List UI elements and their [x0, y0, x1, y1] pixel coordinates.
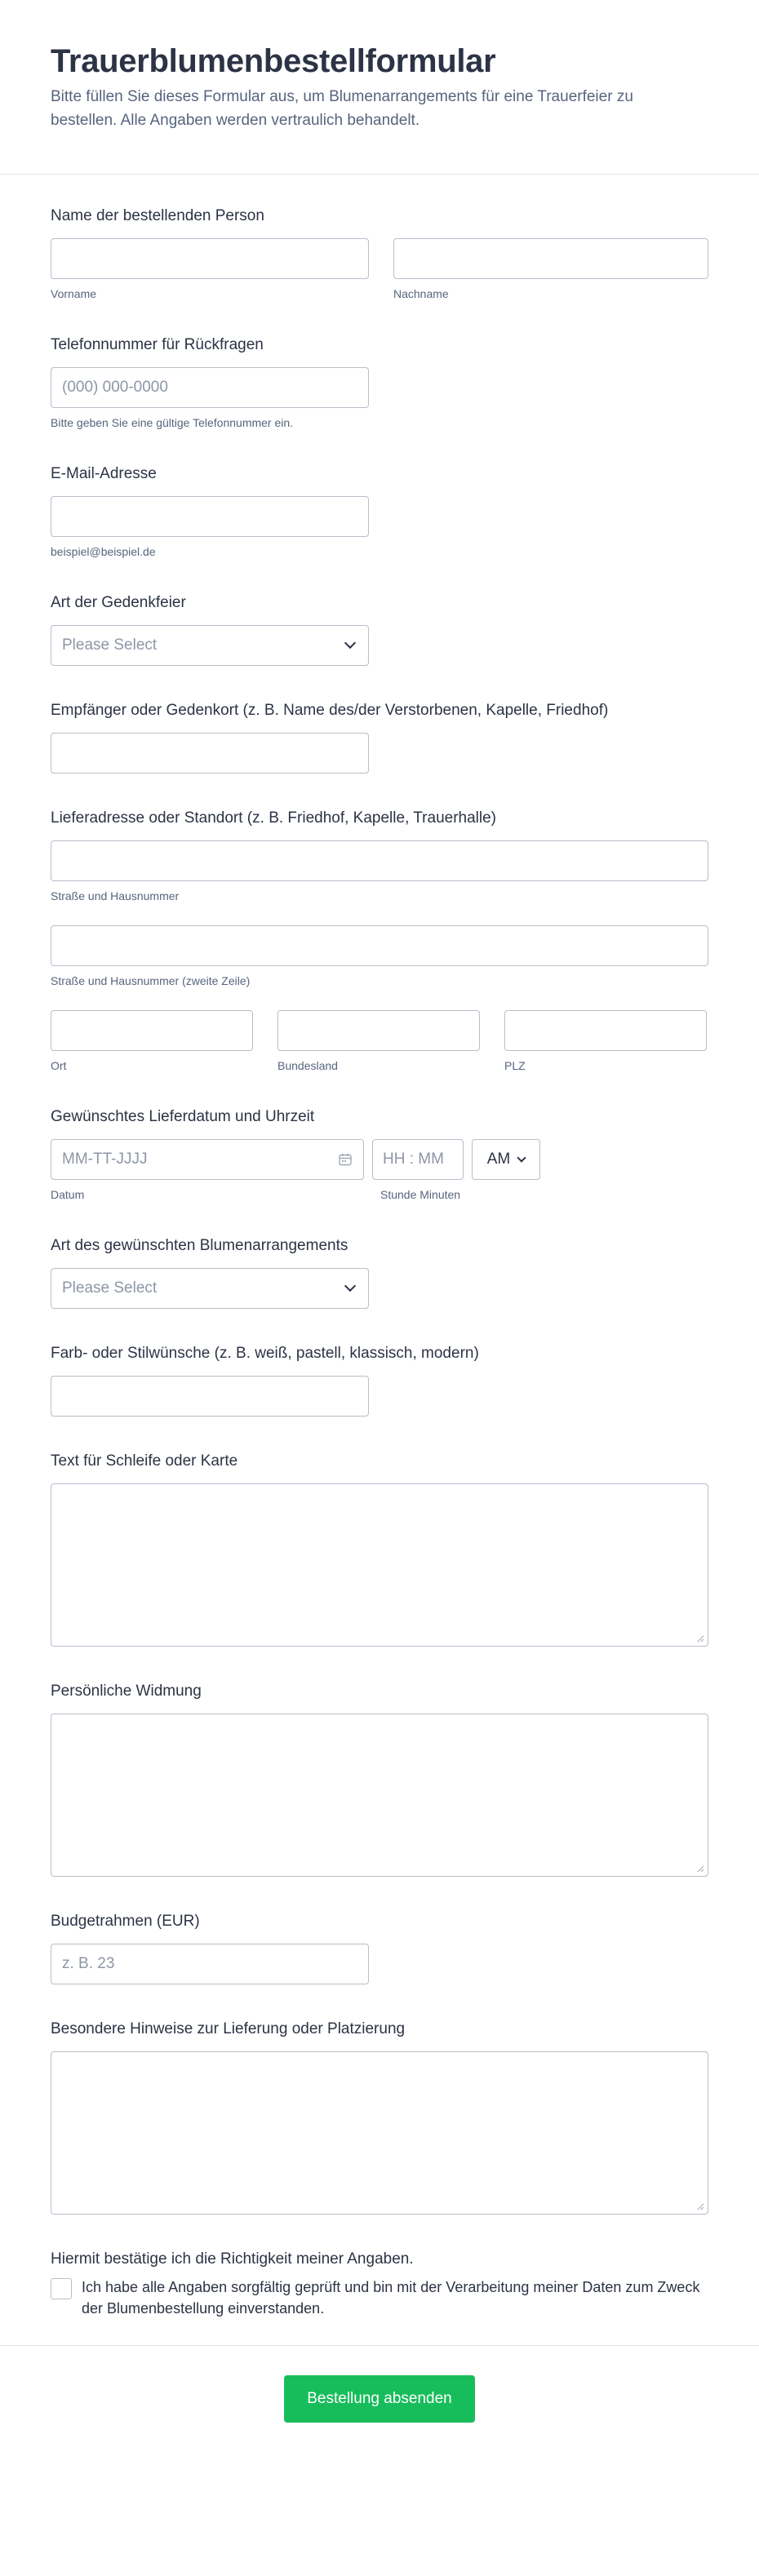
address-field	[51, 809, 708, 1072]
colors-field	[51, 1345, 708, 1417]
colors-label: Farb- oder Stilwünsche (z. B. weiß, pastell, klassisch, modern)	[51, 1344, 479, 1362]
zip-input[interactable]	[504, 1010, 707, 1051]
first-name-input[interactable]	[51, 238, 369, 279]
zip-sublabel: PLZ	[504, 1058, 526, 1072]
ceremony-label: Art der Gedenkfeier	[51, 593, 186, 611]
ribbon-field	[51, 1452, 708, 1647]
first-name-sublabel: Vorname	[51, 286, 97, 300]
address-line1-sublabel: Straße und Hausnummer	[51, 889, 180, 902]
resize-handle-icon[interactable]	[696, 1864, 704, 1873]
state-input[interactable]	[277, 1010, 480, 1051]
resize-handle-icon[interactable]	[696, 2202, 704, 2210]
notes-field	[51, 2020, 708, 2215]
arrangement-label: Art des gewünschten Blumenarrangements	[51, 1236, 348, 1254]
address-line1-input[interactable]	[51, 840, 708, 881]
city-input[interactable]	[51, 1010, 253, 1051]
submit-button[interactable]: Bestellung absenden	[284, 2375, 474, 2423]
date-sublabel: Datum	[51, 1187, 85, 1201]
address-label: Lieferadresse oder Standort (z. B. Friedhof, Kapelle, Trauerhalle)	[51, 809, 497, 827]
time-input[interactable]	[372, 1139, 464, 1180]
budget-label: Budgetrahmen (EUR)	[51, 1912, 200, 1930]
dedication-textarea[interactable]	[51, 1714, 708, 1877]
phone-input[interactable]	[51, 367, 369, 408]
last-name-sublabel: Nachname	[393, 286, 449, 300]
ribbon-textarea[interactable]	[51, 1483, 708, 1647]
notes-textarea[interactable]	[51, 2051, 708, 2215]
colors-input[interactable]	[51, 1376, 369, 1417]
recipient-label: Empfänger oder Gedenkort (z. B. Name des/der Verstorbenen, Kapelle, Friedhof)	[51, 701, 609, 719]
form-header	[0, 0, 759, 175]
recipient-field	[51, 702, 708, 774]
budget-field	[51, 1913, 708, 1984]
delivery-field	[51, 1108, 708, 1201]
ribbon-label: Text für Schleife oder Karte	[51, 1452, 238, 1470]
email-label: E-Mail-Adresse	[51, 464, 157, 482]
chevron-down-icon	[344, 637, 356, 649]
ceremony-select-value: Please Select	[62, 636, 158, 654]
address-line2-input[interactable]	[51, 925, 708, 966]
name-field	[51, 207, 708, 300]
arrangement-select[interactable]	[51, 1268, 369, 1309]
delivery-label: Gewünschtes Lieferdatum und Uhrzeit	[51, 1107, 315, 1125]
confirm-field	[51, 2250, 708, 2319]
arrangement-select-value: Please Select	[62, 1279, 158, 1297]
time-sublabel: Stunde Minuten	[380, 1187, 461, 1201]
confirm-label: Hiermit bestätige ich die Richtigkeit meiner Angaben.	[51, 2250, 414, 2268]
resize-handle-icon[interactable]	[696, 1634, 704, 1643]
time-placeholder: HH : MM	[383, 1150, 444, 1168]
city-sublabel: Ort	[51, 1058, 67, 1072]
chevron-down-icon	[517, 1153, 526, 1162]
ceremony-select[interactable]	[51, 625, 369, 666]
email-input[interactable]	[51, 496, 369, 537]
ampm-value: AM	[486, 1150, 511, 1168]
recipient-input[interactable]	[51, 733, 369, 774]
form-footer	[0, 2345, 759, 2472]
confirm-checkbox[interactable]	[51, 2278, 72, 2299]
phone-field	[51, 336, 708, 429]
order-form	[0, 175, 759, 2319]
chevron-down-icon	[344, 1280, 356, 1292]
calendar-icon[interactable]	[338, 1152, 353, 1167]
page-description: Bitte füllen Sie dieses Formular aus, um Blumenarrangements für eine Trauerfeier zu bestellen. Alle Angaben werden vertraulich behandelt.	[51, 88, 633, 130]
phone-label: Telefonnummer für Rückfragen	[51, 335, 264, 353]
dedication-label: Persönliche Widmung	[51, 1682, 202, 1700]
email-field	[51, 465, 708, 558]
page-title: Trauerblumenbestellformular	[51, 43, 496, 79]
phone-sublabel: Bitte geben Sie eine gültige Telefonnummer ein.	[51, 415, 294, 429]
budget-input[interactable]	[51, 1944, 369, 1984]
last-name-input[interactable]	[393, 238, 708, 279]
confirm-checkbox-text[interactable]: Ich habe alle Angaben sorgfältig geprüft und bin mit der Verarbeitung meiner Daten zum Zweck der Blumenbestellung einverstanden.	[82, 2278, 700, 2317]
ceremony-field	[51, 594, 708, 666]
state-sublabel: Bundesland	[277, 1058, 338, 1072]
email-sublabel: beispiel@beispiel.de	[51, 544, 156, 558]
address-line2-sublabel: Straße und Hausnummer (zweite Zeile)	[51, 973, 251, 987]
ampm-select[interactable]	[472, 1139, 540, 1180]
date-placeholder: MM-TT-JJJJ	[62, 1150, 148, 1168]
notes-label: Besondere Hinweise zur Lieferung oder Platzierung	[51, 2020, 406, 2037]
name-label: Name der bestellenden Person	[51, 206, 264, 224]
date-input[interactable]	[51, 1139, 364, 1180]
arrangement-field	[51, 1237, 708, 1309]
dedication-field	[51, 1683, 708, 1877]
